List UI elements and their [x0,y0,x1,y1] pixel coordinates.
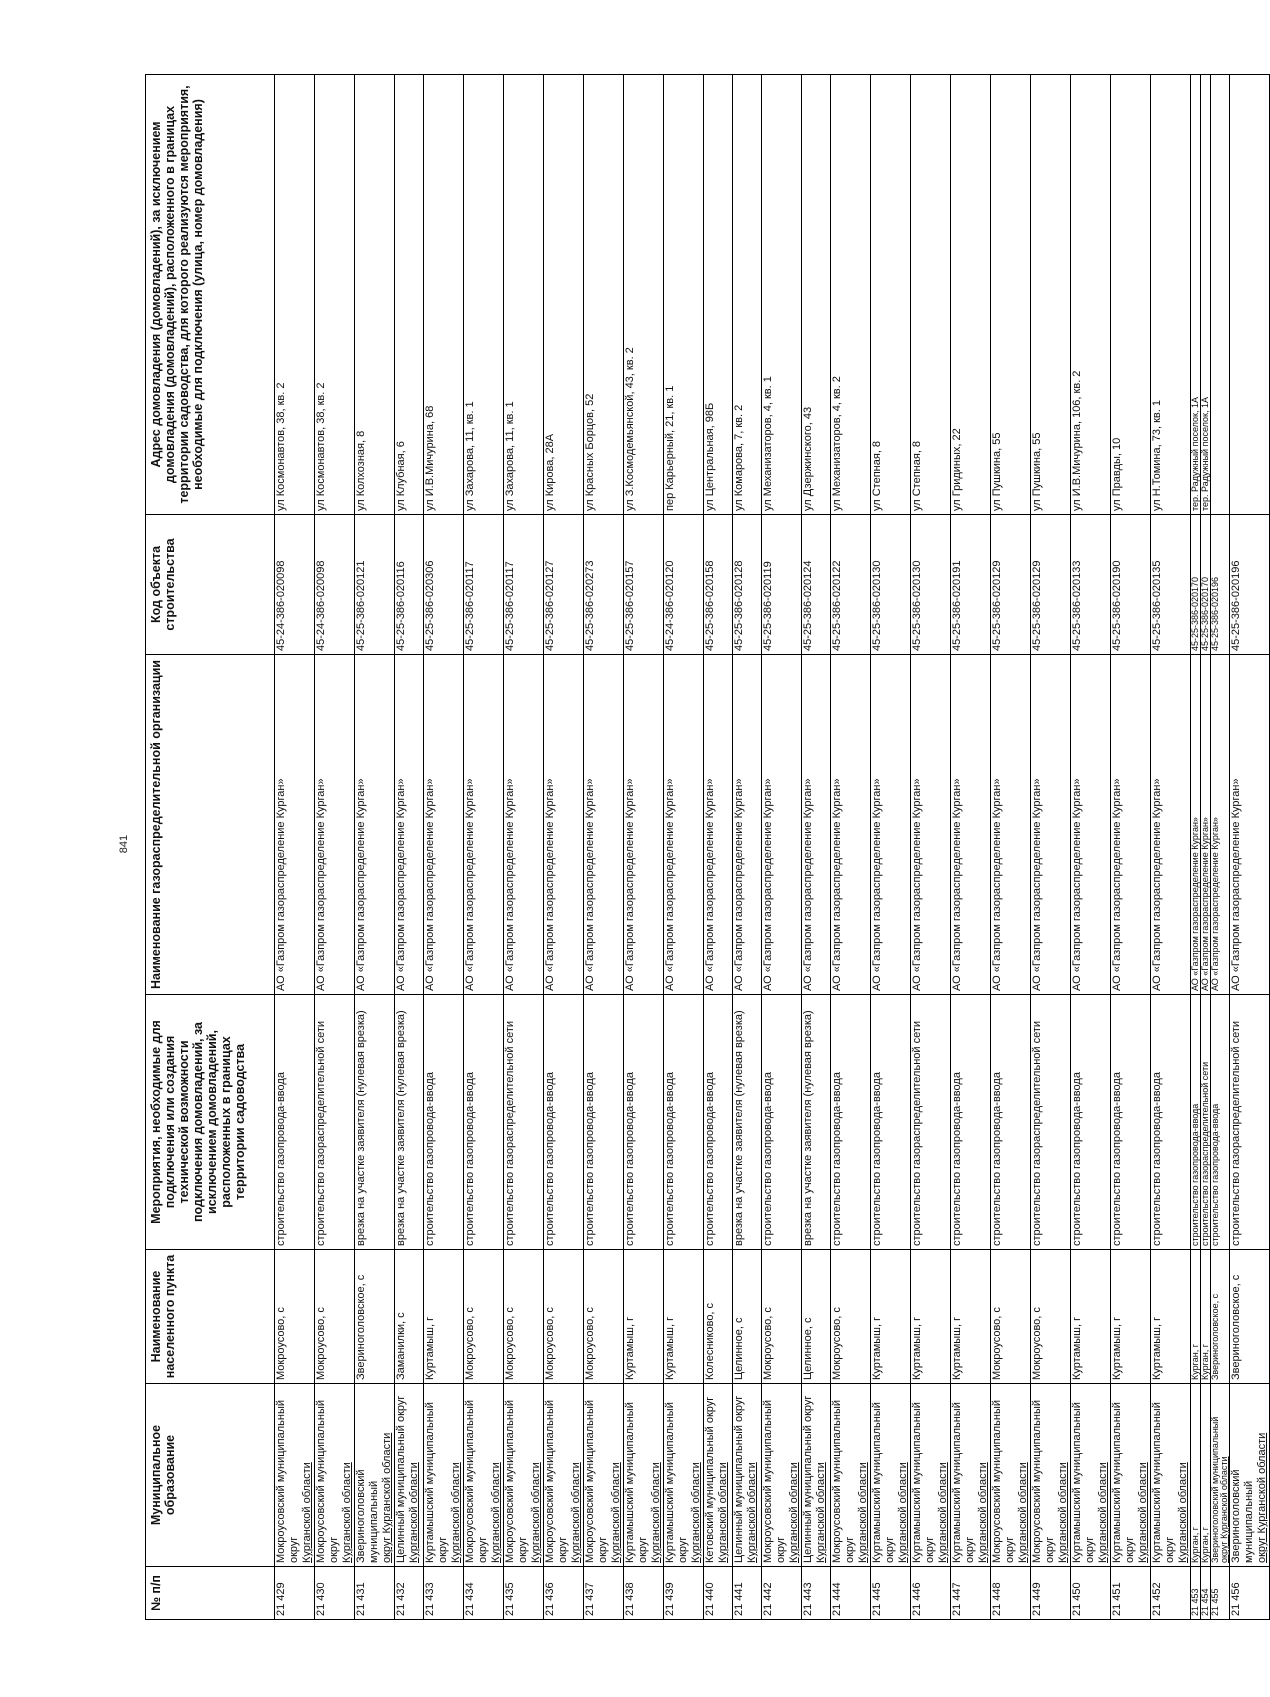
table-row [871,75,911,1620]
row-municipality-line2: Курганской области [690,1462,702,1563]
row-municipality-line1: Куртамышский муниципальный округ [624,1402,649,1563]
header-row [146,75,275,1620]
row-settlement: Куртамыш, г [664,1250,704,1384]
row-address: ул Клубная, 6 [395,75,424,515]
row-municipality [911,1384,951,1567]
row-municipality-line2: Курганской области [1137,1462,1149,1563]
row-settlement: Мокроусово, с [544,1250,584,1384]
row-municipality-line2: Курганской области [1097,1462,1109,1563]
row-municipality [1201,1384,1211,1567]
row-number: 21 429 [275,1567,315,1620]
row-measure: строительство газораспределительной сети [1031,995,1071,1250]
row-org: АО «Газпром газораспределение Курган» [355,655,395,995]
row-number: 21 452 [1151,1567,1191,1620]
row-number: 21 448 [991,1567,1031,1620]
row-settlement: Колесниково, с [704,1250,733,1384]
table-row [1211,75,1230,1620]
row-measure: строительство газопровода-ввода [464,995,504,1250]
row-measure: строительство газопровода-ввода [584,995,624,1250]
row-municipality-line2: Курганской области [1017,1462,1029,1563]
header-settlement: Наименование населенного пункта [146,1250,275,1384]
row-settlement: Мокроусово, с [991,1250,1031,1384]
row-settlement: Мокроусово, с [584,1250,624,1384]
row-code: 45-25-386-020157 [624,515,664,655]
row-municipality-line2: Курганской области [490,1462,502,1563]
row-number: 21 455 [1211,1567,1230,1620]
row-municipality-line1: Куртамышский муниципальный округ [871,1402,896,1563]
row-number: 21 432 [395,1567,424,1620]
row-number: 21 453 [1191,1567,1201,1620]
row-code: 45-25-386-020170 [1191,515,1201,655]
row-municipality-line1: Кетовский муниципальный округ [704,1396,716,1563]
table-row [315,75,355,1620]
row-code: 45-25-386-020130 [871,515,911,655]
row-settlement: Куртамыш, г [424,1250,464,1384]
row-municipality [802,1384,831,1567]
row-settlement: Звериноголовское, с [1211,1250,1230,1384]
row-org: АО «Газпром газораспределение Курган» [275,655,315,995]
row-code: 45-25-386-020129 [991,515,1031,655]
table-row [1201,75,1211,1620]
row-municipality [704,1384,733,1567]
header-measures: Мероприятия, необходимые для подключения или создания технической возможности подключения домовладений, за исключением домовладений, расположенных в границах территории садоводства [146,995,275,1250]
row-municipality [424,1384,464,1567]
row-municipality-line1: Звериноголовский муниципальный [355,1469,380,1563]
row-municipality [1211,1384,1230,1567]
row-number: 21 441 [733,1567,762,1620]
row-measure: строительство газопровода-ввода [1211,995,1230,1250]
row-municipality-line2: Курганской области [1177,1462,1189,1563]
row-number: 21 449 [1031,1567,1071,1620]
row-municipality-line1: Куртамышский муниципальный округ [424,1402,449,1563]
table-row [1230,75,1270,1620]
row-municipality-line2: Курганской области [341,1462,353,1563]
row-code: 45-25-386-020196 [1211,515,1230,655]
row-address: ул Степная, 8 [871,75,911,515]
table-row [1071,75,1111,1620]
row-municipality [871,1384,911,1567]
row-org: АО «Газпром газораспределение Курган» [704,655,733,995]
row-address: ул Дзержинского, 43 [802,75,831,515]
row-org: АО «Газпром газораспределение Курган» [395,655,424,995]
row-municipality [624,1384,664,1567]
row-settlement: Курган, г [1201,1250,1211,1384]
row-number: 21 435 [504,1567,544,1620]
row-municipality-line2: Курганской области [301,1462,313,1563]
table-row [464,75,504,1620]
row-number: 21 442 [762,1567,802,1620]
table-row [991,75,1031,1620]
row-number: 21 430 [315,1567,355,1620]
row-org: АО «Газпром газораспределение Курган» [584,655,624,995]
row-number: 21 450 [1071,1567,1111,1620]
row-address: ул Красных Борцов, 52 [584,75,624,515]
table-row [831,75,871,1620]
row-municipality [544,1384,584,1567]
row-address: тер. Радужный поселок, 1А [1201,75,1211,515]
row-address: пер Карьерный, 21, кв. 1 [664,75,704,515]
row-code: 45-25-386-020191 [951,515,991,655]
row-municipality-line1: Мокроусовский муниципальный округ [544,1399,569,1563]
row-address: ул Н.Томина, 73, кв. 1 [1151,75,1191,515]
row-measure: врезка на участке заявителя (нулевая врезка) [733,995,762,1250]
row-code: 45-25-386-020129 [1031,515,1071,655]
row-code: 45-25-386-020306 [424,515,464,655]
row-municipality-line2: округ Курганской области [1219,1456,1229,1563]
row-org: АО «Газпром газораспределение Курган» [1201,655,1211,995]
row-address: ул Правды, 10 [1111,75,1151,515]
row-settlement: Целинное, с [802,1250,831,1384]
row-municipality-line1: Целинный муниципальный округ [395,1395,407,1563]
header-address: Адрес домовладения (домовладений), за исключением домовладения (домовладений), расположенного в границах территории садоводства, для которого реализуются мероприятия, необходимые для подключения (улица, номер домовладения) [146,75,275,515]
table-row [802,75,831,1620]
row-measure: строительство газопровода-ввода [991,995,1031,1250]
row-settlement: Заманилки, с [395,1250,424,1384]
row-org: АО «Газпром газораспределение Курган» [624,655,664,995]
row-address: ул Кирова, 28А [544,75,584,515]
row-number: 21 447 [951,1567,991,1620]
row-municipality [664,1384,704,1567]
row-code: 45-25-386-020170 [1201,515,1211,655]
row-municipality-line1: Куртамышский муниципальный округ [1151,1402,1176,1563]
row-code: 45-24-386-020098 [315,515,355,655]
header-num: № п/п [146,1567,275,1620]
row-municipality [315,1384,355,1567]
header-municipality: Муниципальное образование [146,1384,275,1567]
row-municipality-line1: Мокроусовский муниципальный округ [315,1399,340,1563]
row-code: 45-25-386-020190 [1111,515,1151,655]
row-settlement: Куртамыш, г [1071,1250,1111,1384]
row-address: ул Пушкина, 55 [1031,75,1071,515]
row-municipality-line1: Курган, г [1200,1527,1210,1563]
row-municipality [1071,1384,1111,1567]
table-row [951,75,991,1620]
row-code: 45-25-386-020117 [504,515,544,655]
row-municipality [831,1384,871,1567]
row-measure: врезка на участке заявителя (нулевая врезка) [395,995,424,1250]
row-municipality-line2: Курганской области [857,1462,869,1563]
row-address: ул З.Космодемьянской, 43, кв. 2 [624,75,664,515]
row-measure: строительство газораспределительной сети [1201,995,1211,1250]
row-municipality [464,1384,504,1567]
row-code: 45-25-386-020128 [733,515,762,655]
row-municipality [991,1384,1031,1567]
row-number: 21 433 [424,1567,464,1620]
row-municipality-line2: Курганской области [897,1462,909,1563]
row-org: АО «Газпром газораспределение Курган» [1191,655,1201,995]
row-measure: строительство газопровода-ввода [624,995,664,1250]
row-municipality [504,1384,544,1567]
row-org: АО «Газпром газораспределение Курган» [991,655,1031,995]
row-number: 21 454 [1201,1567,1211,1620]
row-municipality-line2: Курганской области [937,1462,949,1563]
table-row [1151,75,1191,1620]
row-settlement: Мокроусово, с [831,1250,871,1384]
row-code: 45-25-386-020196 [1230,515,1270,655]
row-measure: строительство газопровода-ввода [424,995,464,1250]
row-settlement: Куртамыш, г [1151,1250,1191,1384]
row-code: 45-25-386-020133 [1071,515,1111,655]
row-address: ул Комарова, 7, кв. 2 [733,75,762,515]
row-municipality-line1: Мокроусовский муниципальный округ [275,1399,300,1563]
row-municipality-line1: Куртамышский муниципальный округ [1071,1402,1096,1563]
row-number: 21 456 [1230,1567,1270,1620]
row-org: АО «Газпром газораспределение Курган» [315,655,355,995]
row-address: ул Колхозная, 8 [355,75,395,515]
row-code: 45-24-386-020098 [275,515,315,655]
row-number: 21 444 [831,1567,871,1620]
row-number: 21 438 [624,1567,664,1620]
row-measure: строительство газопровода-ввода [762,995,802,1250]
row-municipality-line2: Курганской области [977,1462,989,1563]
row-address: ул И.В.Мичурина, 106, кв. 2 [1071,75,1111,515]
row-number: 21 436 [544,1567,584,1620]
table-row [664,75,704,1620]
row-org: АО «Газпром газораспределение Курган» [871,655,911,995]
row-municipality-line2: округ Курганской области [381,1432,393,1563]
row-settlement: Мокроусово, с [315,1250,355,1384]
row-number: 21 440 [704,1567,733,1620]
row-measure: строительство газопровода-ввода [871,995,911,1250]
table-row [704,75,733,1620]
row-org: АО «Газпром газораспределение Курган» [1071,655,1111,995]
row-municipality-line2: Курганской области [610,1462,622,1563]
table-row [395,75,424,1620]
row-code: 45-25-386-020116 [395,515,424,655]
row-municipality-line1: Целинный муниципальный округ [733,1395,745,1563]
row-municipality-line1: Мокроусовский муниципальный округ [831,1399,856,1563]
row-measure: строительство газопровода-ввода [1151,995,1191,1250]
row-settlement: Мокроусово, с [762,1250,802,1384]
row-org: АО «Газпром газораспределение Курган» [1111,655,1151,995]
row-number: 21 431 [355,1567,395,1620]
row-org: АО «Газпром газораспределение Курган» [504,655,544,995]
row-municipality-line1: Куртамышский муниципальный округ [1111,1402,1136,1563]
row-address: ул Пушкина, 55 [991,75,1031,515]
row-measure: строительство газопровода-ввода [1111,995,1151,1250]
table-row [1191,75,1201,1620]
row-address: ул Центральная, 98Б [704,75,733,515]
row-org: АО «Газпром газораспределение Курган» [733,655,762,995]
row-number: 21 451 [1111,1567,1151,1620]
row-org: АО «Газпром газораспределение Курган» [1211,655,1230,995]
table-row [544,75,584,1620]
row-municipality [733,1384,762,1567]
row-municipality-line2: Курганской области [650,1462,662,1563]
row-settlement: Курган, г [1191,1250,1201,1384]
row-settlement: Целинное, с [733,1250,762,1384]
row-measure: строительство газопровода-ввода [951,995,991,1250]
table-body [275,75,1270,1620]
row-municipality [1230,1384,1270,1567]
row-municipality [275,1384,315,1567]
row-code: 45-24-386-020120 [664,515,704,655]
row-measure: строительство газопровода-ввода [831,995,871,1250]
row-org: АО «Газпром газораспределение Курган» [1230,655,1270,995]
row-municipality-line2: Курганской области [530,1462,542,1563]
row-org: АО «Газпром газораспределение Курган» [1031,655,1071,995]
row-settlement: Мокроусово, с [275,1250,315,1384]
row-municipality [355,1384,395,1567]
row-settlement: Звериноголовское, с [355,1250,395,1384]
row-org: АО «Газпром газораспределение Курган» [951,655,991,995]
table-row [275,75,315,1620]
row-code: 45-25-386-020121 [355,515,395,655]
row-municipality-line2: округ Курганской области [1256,1432,1268,1563]
row-org: АО «Газпром газораспределение Курган» [1151,655,1191,995]
row-municipality [584,1384,624,1567]
row-municipality [762,1384,802,1567]
row-address: ул Гридиных, 22 [951,75,991,515]
row-code: 45-25-386-020130 [911,515,951,655]
row-org: АО «Газпром газораспределение Курган» [464,655,504,995]
row-measure: строительство газораспределительной сети [1230,995,1270,1250]
table-row [762,75,802,1620]
row-number: 21 439 [664,1567,704,1620]
row-municipality-line1: Мокроусовский муниципальный округ [504,1399,529,1563]
row-code: 45-25-386-020135 [1151,515,1191,655]
table-row [624,75,664,1620]
row-address: ул И.В.Мичурина, 68 [424,75,464,515]
row-code: 45-25-386-020158 [704,515,733,655]
row-settlement: Куртамыш, г [911,1250,951,1384]
row-org: АО «Газпром газораспределение Курган» [831,655,871,995]
row-municipality [1191,1384,1201,1567]
row-settlement: Куртамыш, г [624,1250,664,1384]
row-municipality-line2: Курганской области [717,1462,729,1563]
row-code: 45-25-386-020124 [802,515,831,655]
row-code: 45-25-386-020273 [584,515,624,655]
row-settlement: Звериноголовское, с [1230,1250,1270,1384]
header-code: Код объекта строительства [146,515,275,655]
row-number: 21 445 [871,1567,911,1620]
row-municipality-line1: Звериноголовский муниципальный [1210,1416,1220,1563]
row-municipality [395,1384,424,1567]
row-municipality-line1: Целинный муниципальный округ [802,1395,814,1563]
row-municipality [951,1384,991,1567]
table-row [1031,75,1071,1620]
row-municipality-line2: Курганской области [408,1462,420,1563]
row-municipality-line1: Мокроусовский муниципальный округ [464,1399,489,1563]
row-org: АО «Газпром газораспределение Курган» [664,655,704,995]
table-row [1111,75,1151,1620]
row-code: 45-25-386-020127 [544,515,584,655]
page-number: 841 [118,834,130,854]
row-number: 21 446 [911,1567,951,1620]
row-municipality-line1: Мокроусовский муниципальный округ [991,1399,1016,1563]
row-code: 45-25-386-020117 [464,515,504,655]
row-municipality-line2: Курганской области [1057,1462,1069,1563]
row-municipality [1031,1384,1071,1567]
row-municipality-line1: Мокроусовский муниципальный округ [1031,1399,1056,1563]
row-settlement: Мокроусово, с [464,1250,504,1384]
row-municipality-line1: Мокроусовский муниципальный округ [762,1399,787,1563]
table-row [584,75,624,1620]
table-row [424,75,464,1620]
row-municipality-line1: Мокроусовский муниципальный округ [584,1399,609,1563]
row-address: ул Захарова, 11, кв. 1 [464,75,504,515]
row-measure: врезка на участке заявителя (нулевая врезка) [802,995,831,1250]
row-measure: строительство газораспределительной сети [911,995,951,1250]
row-municipality-line2: Курганской области [815,1462,827,1563]
row-measure: строительство газопровода-ввода [1071,995,1111,1250]
row-municipality-line1: Куртамышский муниципальный округ [911,1402,936,1563]
row-org: АО «Газпром газораспределение Курган» [424,655,464,995]
row-municipality-line1: Курган, г [1190,1527,1200,1563]
row-address: ул Механизаторов, 4, кв. 2 [831,75,871,515]
table-row [355,75,395,1620]
row-address [1211,75,1230,515]
row-address: ул Захарова, 11, кв. 1 [504,75,544,515]
row-municipality-line2: Курганской области [450,1462,462,1563]
row-municipality [1111,1384,1151,1567]
table-row [911,75,951,1620]
registry-table [145,74,1270,1620]
row-address: ул Космонавтов, 38, кв. 2 [275,75,315,515]
row-address: ул Космонавтов, 38, кв. 2 [315,75,355,515]
row-measure: строительство газопровода-ввода [704,995,733,1250]
row-municipality-line2: Курганской области [788,1462,800,1563]
rotated-table-wrapper [145,75,1268,1620]
row-org: АО «Газпром газораспределение Курган» [544,655,584,995]
row-number: 21 443 [802,1567,831,1620]
row-measure: строительство газопровода-ввода [1191,995,1201,1250]
row-address: тер. Радужный поселок, 1А [1191,75,1201,515]
table-row [504,75,544,1620]
row-address: ул Механизаторов, 4, кв. 1 [762,75,802,515]
row-code: 45-25-386-020122 [831,515,871,655]
row-number: 21 434 [464,1567,504,1620]
row-settlement: Мокроусово, с [504,1250,544,1384]
row-measure: строительство газораспределительной сети [504,995,544,1250]
row-settlement: Куртамыш, г [1111,1250,1151,1384]
row-number: 21 437 [584,1567,624,1620]
row-municipality-line1: Куртамышский муниципальный округ [664,1402,689,1563]
row-municipality-line1: Звериноголовский муниципальный [1230,1469,1255,1563]
row-address [1230,75,1270,515]
row-org: АО «Газпром газораспределение Курган» [762,655,802,995]
header-org: Наименование газораспределительной организации [146,655,275,995]
row-measure: строительство газораспределительной сети [315,995,355,1250]
table-row [733,75,762,1620]
row-measure: врезка на участке заявителя (нулевая врезка) [355,995,395,1250]
row-org: АО «Газпром газораспределение Курган» [911,655,951,995]
row-measure: строительство газопровода-ввода [664,995,704,1250]
row-municipality-line2: Курганской области [570,1462,582,1563]
row-address: ул Степная, 8 [911,75,951,515]
row-settlement: Мокроусово, с [1031,1250,1071,1384]
row-org: АО «Газпром газораспределение Курган» [802,655,831,995]
row-settlement: Куртамыш, г [871,1250,911,1384]
row-measure: строительство газопровода-ввода [544,995,584,1250]
row-measure: строительство газопровода-ввода [275,995,315,1250]
row-municipality-line1: Куртамышский муниципальный округ [951,1402,976,1563]
row-municipality [1151,1384,1191,1567]
row-municipality-line2: Курганской области [746,1462,758,1563]
row-settlement: Куртамыш, г [951,1250,991,1384]
row-code: 45-25-386-020119 [762,515,802,655]
